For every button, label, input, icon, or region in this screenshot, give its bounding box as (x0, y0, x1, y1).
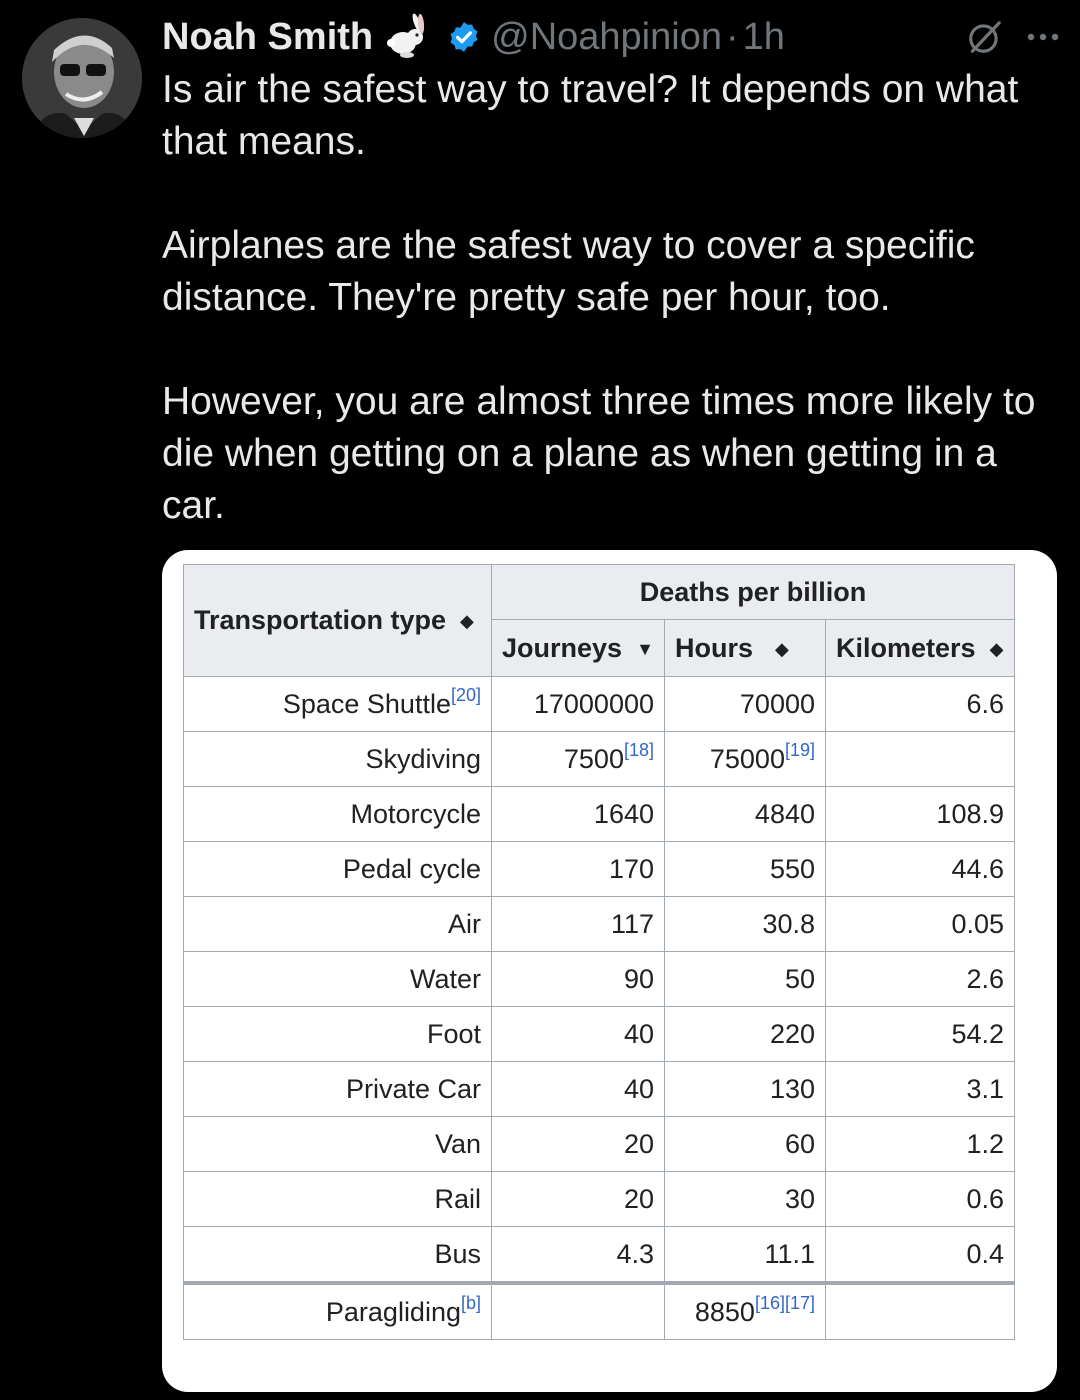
kilometers-cell-value: 0.05 (951, 908, 1004, 939)
journeys-cell (492, 732, 665, 787)
kilometers-cell (826, 842, 1015, 897)
kilometers-cell-value: 0.6 (966, 1183, 1004, 1214)
hours-cell (665, 732, 826, 787)
transportation-type-cell (184, 1007, 492, 1062)
deaths-table (183, 564, 1015, 1340)
table-row (184, 897, 1015, 952)
hours-cell (665, 1007, 826, 1062)
journeys-cell (492, 952, 665, 1007)
table-row (184, 677, 1015, 732)
journeys-cell-value: 90 (623, 963, 654, 994)
journeys-cell (492, 1283, 665, 1340)
author-handle[interactable]: @Noahpinion (491, 15, 722, 58)
transportation-type-cell-value: Pedal cycle (342, 853, 481, 884)
kilometers-cell-value: 0.4 (966, 1238, 1004, 1269)
transportation-type-cell-value: Skydiving (365, 743, 481, 774)
kilometers-cell-value: 2.6 (966, 963, 1004, 994)
kilometers-cell (826, 732, 1015, 787)
journeys-cell (492, 787, 665, 842)
transportation-type-cell (184, 1283, 492, 1340)
more-icon[interactable] (1026, 32, 1060, 42)
tweet-text (162, 64, 1052, 532)
journeys-cell-value: 1640 (593, 798, 654, 829)
transportation-type-cell (184, 1117, 492, 1172)
kilometers-header[interactable] (826, 620, 1015, 677)
transportation-type-cell-value: Paragliding (325, 1296, 461, 1327)
sort-icon[interactable]: ◆ (775, 638, 789, 659)
table-body (184, 677, 1015, 1340)
hours-cell (665, 677, 826, 732)
hours-cell-value: 220 (769, 1018, 815, 1049)
citation-link[interactable]: [20] (450, 684, 481, 705)
journeys-cell (492, 1117, 665, 1172)
transportation-type-cell (184, 952, 492, 1007)
hours-cell-value: 4840 (754, 798, 815, 829)
journeys-cell-value: 17000000 (533, 688, 654, 719)
tweet-image[interactable] (162, 550, 1057, 1392)
header-label: Journeys (502, 632, 623, 663)
journeys-cell-value: 40 (623, 1073, 654, 1104)
journeys-cell-value: 20 (623, 1128, 654, 1159)
table-row (184, 1062, 1015, 1117)
hours-cell-value: 8850 (694, 1296, 755, 1327)
tweet-paragraph: Is air the safest way to travel? It depends on what that means. (162, 68, 1019, 163)
header-label: Hours (675, 632, 754, 663)
tweet-paragraph: However, you are almost three times more likely to die when getting on a plane as when getting in a car. (162, 380, 1036, 527)
journeys-cell-value: 7500 (563, 743, 624, 774)
kilometers-cell (826, 677, 1015, 732)
kilometers-cell (826, 787, 1015, 842)
kilometers-cell (826, 897, 1015, 952)
time-separator: · (725, 15, 739, 58)
hours-cell-value: 30 (784, 1183, 815, 1214)
transportation-type-cell-value: Foot (426, 1018, 481, 1049)
hours-cell (665, 1117, 826, 1172)
kilometers-cell (826, 1283, 1015, 1340)
kilometers-cell (826, 1117, 1015, 1172)
deaths-group-header: Deaths per billion (492, 565, 1015, 620)
transportation-type-cell-value: Motorcycle (350, 798, 481, 829)
journeys-cell-value: 170 (608, 853, 654, 884)
tweet-paragraph: Airplanes are the safest way to cover a specific distance. They're pretty safe per hour, too. (162, 224, 975, 319)
transportation-type-cell-value: Van (434, 1128, 481, 1159)
transportation-type-cell (184, 897, 492, 952)
header-label: Transportation type (194, 605, 447, 635)
journeys-cell (492, 1062, 665, 1117)
table-row (184, 842, 1015, 897)
transportation-type-cell (184, 1062, 492, 1117)
author-name[interactable]: Noah Smith (162, 15, 374, 58)
table-row (184, 1172, 1015, 1227)
table-row (184, 1117, 1015, 1172)
kilometers-cell (826, 1172, 1015, 1227)
hours-cell (665, 1227, 826, 1284)
hours-cell-value: 11.1 (764, 1238, 815, 1269)
transportation-type-cell (184, 842, 492, 897)
transportation-type-cell-value: Water (409, 963, 481, 994)
journeys-cell-value: 20 (623, 1183, 654, 1214)
hours-cell-value: 130 (769, 1073, 815, 1104)
hours-cell-value: 50 (784, 963, 815, 994)
hours-cell (665, 952, 826, 1007)
journeys-cell-value: 4.3 (616, 1238, 654, 1269)
journeys-header[interactable] (492, 620, 665, 677)
transportation-type-cell (184, 1227, 492, 1284)
journeys-cell-value: 117 (610, 908, 654, 939)
sort-icon[interactable]: ◆ (460, 611, 474, 632)
hours-cell-value: 60 (784, 1128, 815, 1159)
citation-link[interactable]: [16][17] (754, 1292, 815, 1313)
journeys-cell (492, 1227, 665, 1284)
rabbit-icon (385, 13, 433, 61)
hours-cell-value: 30.8 (762, 908, 815, 939)
hours-cell-value: 70000 (739, 688, 815, 719)
kilometers-cell-value: 3.1 (966, 1073, 1004, 1104)
journeys-cell (492, 1172, 665, 1227)
hours-cell (665, 897, 826, 952)
citation-link[interactable]: [18] (623, 739, 654, 760)
journeys-cell (492, 677, 665, 732)
journeys-cell-value: 40 (623, 1018, 654, 1049)
transportation-type-cell-value: Air (448, 908, 481, 939)
hours-cell (665, 842, 826, 897)
journeys-cell (492, 842, 665, 897)
kilometers-cell (826, 1062, 1015, 1117)
journeys-cell (492, 897, 665, 952)
transportation-type-cell-value: Rail (434, 1183, 481, 1214)
citation-link[interactable]: [19] (784, 739, 815, 760)
timestamp[interactable]: 1h (742, 15, 785, 58)
transportation-type-cell (184, 732, 492, 787)
sort-descending-icon[interactable]: ▼ (636, 638, 654, 659)
hours-cell (665, 1172, 826, 1227)
kilometers-cell-value: 1.2 (966, 1128, 1004, 1159)
kilometers-cell-value: 44.6 (951, 853, 1004, 884)
kilometers-cell (826, 952, 1015, 1007)
table-row (184, 787, 1015, 842)
hours-cell (665, 1062, 826, 1117)
sort-icon[interactable]: ◆ (989, 638, 1004, 659)
kilometers-cell (826, 1007, 1015, 1062)
table-row (184, 1007, 1015, 1062)
grok-icon[interactable] (966, 18, 1004, 56)
hours-cell-value: 75000 (709, 743, 785, 774)
journeys-cell (492, 1007, 665, 1062)
kilometers-cell (826, 1227, 1015, 1284)
verified-badge-icon (447, 20, 481, 54)
transportation-type-cell-value: Private Car (345, 1073, 481, 1104)
hours-cell (665, 787, 826, 842)
kilometers-cell-value: 6.6 (966, 688, 1004, 719)
kilometers-cell-value: 108.9 (936, 798, 1004, 829)
transportation-type-cell-value: Bus (434, 1238, 481, 1269)
avatar[interactable] (22, 18, 142, 138)
header-label: Kilometers (836, 632, 976, 663)
hours-cell (665, 1283, 826, 1340)
table-row (184, 952, 1015, 1007)
transportation-type-cell (184, 677, 492, 732)
citation-link[interactable]: [b] (460, 1292, 481, 1313)
transportation-type-cell-value: Space Shuttle (282, 688, 451, 719)
table-row (184, 1283, 1015, 1340)
hours-cell-value: 550 (769, 853, 815, 884)
transportation-type-cell (184, 787, 492, 842)
kilometers-cell-value: 54.2 (951, 1018, 1004, 1049)
table-row (184, 1227, 1015, 1284)
tweet-header (162, 12, 1060, 62)
transportation-type-cell (184, 1172, 492, 1227)
hours-header[interactable] (665, 620, 826, 677)
transportation-type-header[interactable] (184, 565, 492, 677)
table-row (184, 732, 1015, 787)
